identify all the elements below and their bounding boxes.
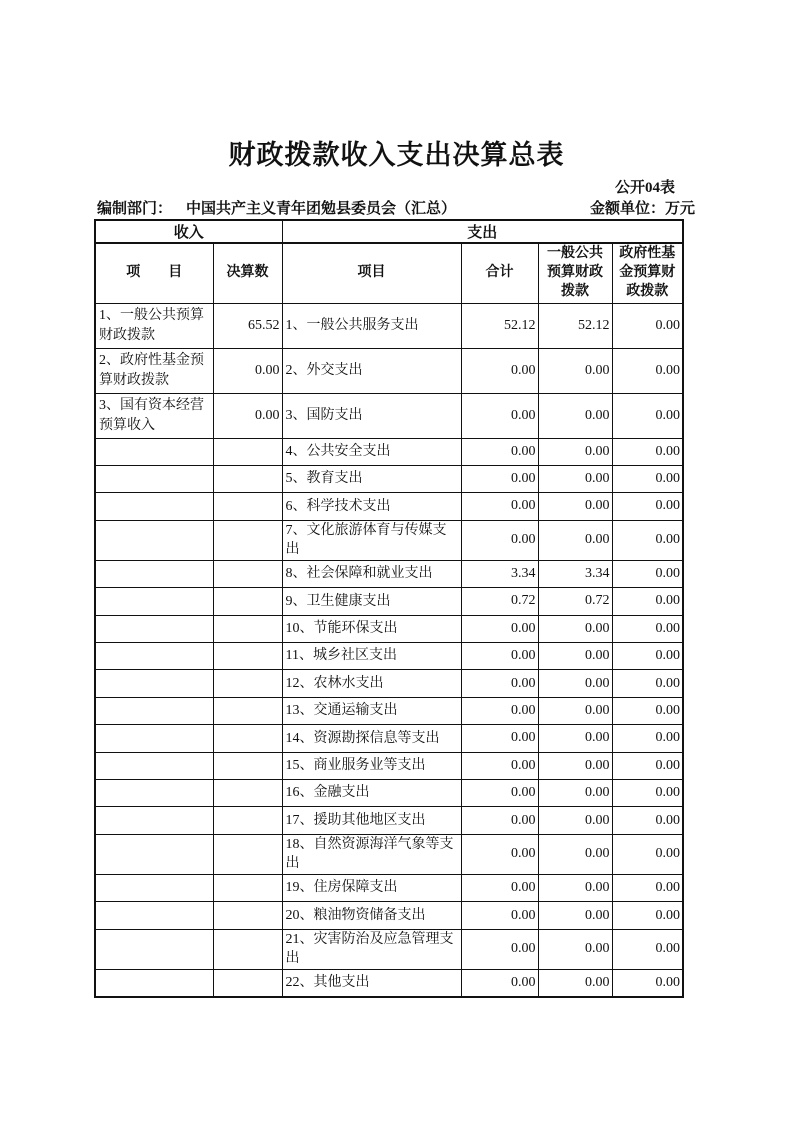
general-budget-cell: 0.00 — [538, 438, 612, 465]
income-value-cell — [213, 874, 282, 901]
meta-line — [97, 197, 695, 218]
table-row — [95, 615, 683, 642]
gov-fund-cell: 0.00 — [612, 697, 683, 724]
expense-item-cell: 3、国防支出 — [282, 393, 461, 438]
income-item-cell — [95, 588, 213, 615]
expense-item-cell: 9、卫生健康支出 — [282, 588, 461, 615]
table-row — [95, 834, 683, 874]
general-budget-cell: 0.00 — [538, 670, 612, 697]
income-item-cell — [95, 874, 213, 901]
total-value-cell: 0.00 — [461, 520, 538, 560]
total-value-cell: 0.00 — [461, 615, 538, 642]
table-row — [95, 670, 683, 697]
income-value-cell — [213, 615, 282, 642]
income-value-cell — [213, 465, 282, 492]
expense-item-cell: 15、商业服务业等支出 — [282, 752, 461, 779]
income-value-cell: 0.00 — [213, 348, 282, 393]
total-value-cell: 0.00 — [461, 643, 538, 670]
page-title: 财政拨款收入支出决算总表 — [228, 140, 565, 170]
prepared-by — [97, 197, 456, 218]
gov-fund-cell: 0.00 — [612, 493, 683, 520]
expense-item-cell: 5、教育支出 — [282, 465, 461, 492]
income-item-cell — [95, 438, 213, 465]
total-value-cell: 0.00 — [461, 929, 538, 969]
general-budget-cell: 0.00 — [538, 807, 612, 834]
general-budget-cell: 0.00 — [538, 874, 612, 901]
table-row — [95, 807, 683, 834]
gov-fund-cell: 0.00 — [612, 348, 683, 393]
gov-fund-cell: 0.00 — [612, 615, 683, 642]
expense-item-cell: 1、一般公共服务支出 — [282, 303, 461, 348]
header-general-budget: 一般公共预算财政拨款 — [538, 243, 612, 303]
header-income-section: 收入 — [95, 220, 282, 243]
income-value-cell — [213, 697, 282, 724]
prepared-by-value: 中国共产主义青年团勉县委员会（汇总） — [186, 201, 457, 217]
gov-fund-cell: 0.00 — [612, 807, 683, 834]
table-row — [95, 969, 683, 996]
income-item-cell — [95, 834, 213, 874]
total-value-cell: 0.00 — [461, 348, 538, 393]
expense-item-cell: 11、城乡社区支出 — [282, 643, 461, 670]
expense-item-cell: 22、其他支出 — [282, 969, 461, 996]
table-row — [95, 493, 683, 520]
general-budget-cell: 0.00 — [538, 929, 612, 969]
gov-fund-cell: 0.00 — [612, 560, 683, 587]
expense-item-cell: 20、粮油物资储备支出 — [282, 902, 461, 929]
income-value-cell — [213, 520, 282, 560]
header-gov-fund: 政府性基金预算财政拨款 — [612, 243, 683, 303]
table-row — [95, 465, 683, 492]
table-row — [95, 902, 683, 929]
table-row — [95, 520, 683, 560]
header-expense-section: 支出 — [282, 220, 683, 243]
gov-fund-cell: 0.00 — [612, 520, 683, 560]
income-item-cell — [95, 697, 213, 724]
general-budget-cell: 0.00 — [538, 834, 612, 874]
header-income-item: 项 目 — [95, 243, 213, 303]
gov-fund-cell: 0.00 — [612, 834, 683, 874]
expense-item-cell: 13、交通运输支出 — [282, 697, 461, 724]
table-row — [95, 348, 683, 393]
expense-item-cell: 17、援助其他地区支出 — [282, 807, 461, 834]
income-item-cell — [95, 902, 213, 929]
total-value-cell: 0.00 — [461, 807, 538, 834]
income-value-cell: 65.52 — [213, 303, 282, 348]
total-value-cell: 0.00 — [461, 779, 538, 806]
total-value-cell: 0.00 — [461, 697, 538, 724]
income-item-cell — [95, 779, 213, 806]
header-total: 合计 — [461, 243, 538, 303]
income-value-cell — [213, 560, 282, 587]
income-item-cell — [95, 752, 213, 779]
expense-item-cell: 21、灾害防治及应急管理支出 — [282, 929, 461, 969]
total-value-cell: 0.00 — [461, 902, 538, 929]
income-item-cell — [95, 807, 213, 834]
general-budget-cell: 0.00 — [538, 643, 612, 670]
column-header-row — [95, 243, 683, 303]
expense-item-cell: 14、资源勘探信息等支出 — [282, 725, 461, 752]
table-row — [95, 725, 683, 752]
gov-fund-cell: 0.00 — [612, 465, 683, 492]
gov-fund-cell: 0.00 — [612, 393, 683, 438]
expense-item-cell: 7、文化旅游体育与传媒支出 — [282, 520, 461, 560]
income-item-cell: 1、一般公共预算财政拨款 — [95, 303, 213, 348]
general-budget-cell: 0.72 — [538, 588, 612, 615]
general-budget-cell: 0.00 — [538, 969, 612, 996]
total-value-cell: 52.12 — [461, 303, 538, 348]
income-item-cell: 2、政府性基金预算财政拨款 — [95, 348, 213, 393]
income-item-cell — [95, 465, 213, 492]
expense-item-cell: 2、外交支出 — [282, 348, 461, 393]
income-item-cell — [95, 493, 213, 520]
income-value-cell — [213, 493, 282, 520]
total-value-cell: 3.34 — [461, 560, 538, 587]
income-value-cell — [213, 807, 282, 834]
general-budget-cell: 0.00 — [538, 779, 612, 806]
general-budget-cell: 0.00 — [538, 520, 612, 560]
expense-item-cell: 4、公共安全支出 — [282, 438, 461, 465]
general-budget-cell: 3.34 — [538, 560, 612, 587]
table-row — [95, 560, 683, 587]
income-value-cell — [213, 438, 282, 465]
income-value-cell — [213, 670, 282, 697]
income-value-cell: 0.00 — [213, 393, 282, 438]
income-value-cell — [213, 902, 282, 929]
gov-fund-cell: 0.00 — [612, 752, 683, 779]
gov-fund-cell: 0.00 — [612, 588, 683, 615]
general-budget-cell: 52.12 — [538, 303, 612, 348]
table-row — [95, 588, 683, 615]
header-expense-item: 项目 — [282, 243, 461, 303]
general-budget-cell: 0.00 — [538, 393, 612, 438]
table-row — [95, 779, 683, 806]
income-item-cell — [95, 560, 213, 587]
table-header — [95, 220, 683, 303]
general-budget-cell: 0.00 — [538, 465, 612, 492]
fiscal-summary-table — [94, 219, 684, 998]
income-item-cell — [95, 520, 213, 560]
total-value-cell: 0.00 — [461, 969, 538, 996]
total-value-cell: 0.00 — [461, 834, 538, 874]
expense-item-cell: 19、住房保障支出 — [282, 874, 461, 901]
table-row — [95, 874, 683, 901]
expense-item-cell: 16、金融支出 — [282, 779, 461, 806]
general-budget-cell: 0.00 — [538, 697, 612, 724]
income-value-cell — [213, 969, 282, 996]
income-item-cell: 3、国有资本经营预算收入 — [95, 393, 213, 438]
general-budget-cell: 0.00 — [538, 615, 612, 642]
gov-fund-cell: 0.00 — [612, 779, 683, 806]
general-budget-cell: 0.00 — [538, 752, 612, 779]
total-value-cell: 0.00 — [461, 393, 538, 438]
table-row — [95, 752, 683, 779]
total-value-cell: 0.00 — [461, 725, 538, 752]
header-income-value: 决算数 — [213, 243, 282, 303]
total-value-cell: 0.00 — [461, 493, 538, 520]
table-row — [95, 303, 683, 348]
general-budget-cell: 0.00 — [538, 902, 612, 929]
income-item-cell — [95, 615, 213, 642]
total-value-cell: 0.00 — [461, 670, 538, 697]
general-budget-cell: 0.00 — [538, 725, 612, 752]
gov-fund-cell: 0.00 — [612, 303, 683, 348]
gov-fund-cell: 0.00 — [612, 902, 683, 929]
income-value-cell — [213, 834, 282, 874]
gov-fund-cell: 0.00 — [612, 725, 683, 752]
income-value-cell — [213, 588, 282, 615]
expense-item-cell: 8、社会保障和就业支出 — [282, 560, 461, 587]
expense-item-cell: 6、科学技术支出 — [282, 493, 461, 520]
income-value-cell — [213, 643, 282, 670]
unit-label: 金额单位：万元 — [589, 201, 695, 217]
gov-fund-cell: 0.00 — [612, 874, 683, 901]
table-body — [95, 303, 683, 997]
income-value-cell — [213, 725, 282, 752]
general-budget-cell: 0.00 — [538, 493, 612, 520]
gov-fund-cell: 0.00 — [612, 643, 683, 670]
table-row — [95, 438, 683, 465]
table-code-label: 公开04表 — [614, 180, 675, 196]
income-item-cell — [95, 643, 213, 670]
income-item-cell — [95, 969, 213, 996]
expense-item-cell: 10、节能环保支出 — [282, 615, 461, 642]
table-row — [95, 643, 683, 670]
income-item-cell — [95, 725, 213, 752]
gov-fund-cell: 0.00 — [612, 929, 683, 969]
income-item-cell — [95, 670, 213, 697]
total-value-cell: 0.00 — [461, 465, 538, 492]
total-value-cell: 0.00 — [461, 438, 538, 465]
income-value-cell — [213, 929, 282, 969]
section-header-row — [95, 220, 683, 243]
gov-fund-cell: 0.00 — [612, 969, 683, 996]
general-budget-cell: 0.00 — [538, 348, 612, 393]
expense-item-cell: 12、农林水支出 — [282, 670, 461, 697]
expense-item-cell: 18、自然资源海洋气象等支出 — [282, 834, 461, 874]
income-value-cell — [213, 779, 282, 806]
total-value-cell: 0.72 — [461, 588, 538, 615]
table-row — [95, 697, 683, 724]
income-item-cell — [95, 929, 213, 969]
table-row — [95, 929, 683, 969]
total-value-cell: 0.00 — [461, 874, 538, 901]
table-row — [95, 393, 683, 438]
prepared-by-label: 编制部门： — [97, 201, 173, 217]
gov-fund-cell: 0.00 — [612, 438, 683, 465]
total-value-cell: 0.00 — [461, 752, 538, 779]
income-value-cell — [213, 752, 282, 779]
gov-fund-cell: 0.00 — [612, 670, 683, 697]
